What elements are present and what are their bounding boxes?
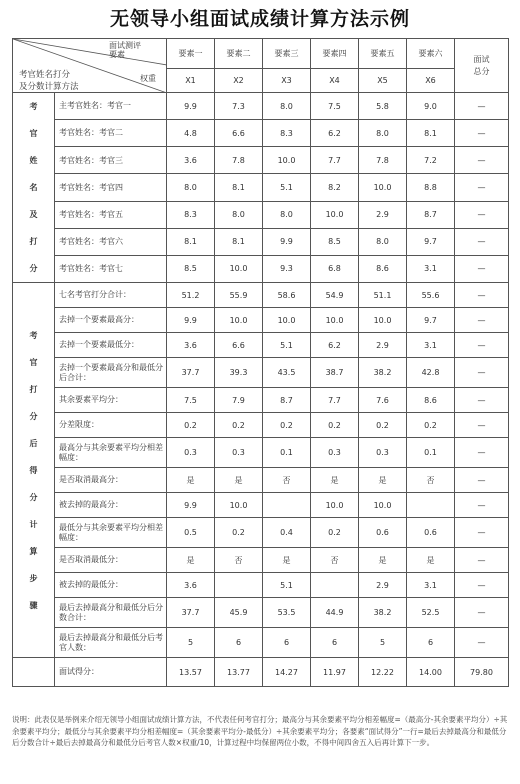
score-cell: 8.7: [407, 201, 455, 228]
score-cell: 6.2: [311, 333, 359, 358]
score-cell: 0.2: [407, 413, 455, 438]
vertical-header-char: 官: [29, 356, 38, 367]
factor-header: 要素四: [311, 39, 359, 69]
row-label: 考官姓名：考官六: [55, 228, 167, 255]
final-score-cell: 14.27: [263, 658, 311, 687]
score-cell: 8.6: [407, 388, 455, 413]
corner-method-label: 考官姓名打分 及分数计算方法: [19, 70, 79, 92]
vertical-header-char: 分: [29, 263, 38, 273]
table-row: [13, 228, 509, 255]
score-cell: 0.3: [311, 438, 359, 468]
total-cell: —: [455, 120, 509, 147]
factor-header: 要素一: [167, 39, 215, 69]
score-cell: 8.3: [263, 120, 311, 147]
score-cell: 8.0: [263, 201, 311, 228]
table-row: [13, 255, 509, 282]
vertical-header-char: 得: [29, 464, 38, 475]
total-cell: —: [455, 147, 509, 174]
table-row: [13, 598, 509, 628]
table-row: [13, 93, 509, 120]
score-cell: 38.2: [359, 598, 407, 628]
row-label: 考官姓名：考官四: [55, 174, 167, 201]
table-row: [13, 333, 509, 358]
score-cell: 8.5: [167, 255, 215, 282]
total-cell: —: [455, 201, 509, 228]
score-cell: 5.1: [263, 573, 311, 598]
score-cell: 0.5: [167, 518, 215, 548]
factor-header: 要素五: [359, 39, 407, 69]
total-cell: —: [455, 255, 509, 282]
score-cell: 3.1: [407, 573, 455, 598]
score-cell: 10.0: [263, 308, 311, 333]
total-cell: —: [455, 283, 509, 308]
score-cell: 37.7: [167, 598, 215, 628]
table-row: [13, 120, 509, 147]
table-row: [13, 518, 509, 548]
score-cell: 37.7: [167, 358, 215, 388]
final-score-cell: 13.77: [215, 658, 263, 687]
total-score-header: 面试 总分: [455, 39, 509, 93]
score-cell: 8.1: [215, 228, 263, 255]
score-cell: 8.6: [359, 255, 407, 282]
score-cell: 2.9: [359, 573, 407, 598]
score-cell: 0.4: [263, 518, 311, 548]
score-cell: 6.2: [311, 120, 359, 147]
table-row: [13, 283, 509, 308]
score-cell: 8.3: [167, 201, 215, 228]
row-label: 去掉一个要素最低分：: [55, 333, 167, 358]
vertical-header-char: 名: [29, 182, 38, 192]
score-cell: 58.6: [263, 283, 311, 308]
score-cell: 9.9: [167, 493, 215, 518]
score-cell: 38.7: [311, 358, 359, 388]
factor-header: 要素二: [215, 39, 263, 69]
score-cell: 5: [359, 628, 407, 658]
score-cell: 0.2: [167, 413, 215, 438]
score-cell: 54.9: [311, 283, 359, 308]
table-row: [13, 388, 509, 413]
score-cell: 10.0: [263, 147, 311, 174]
total-cell: —: [455, 468, 509, 493]
score-cell: 7.7: [311, 388, 359, 413]
score-cell: 3.1: [407, 333, 455, 358]
score-cell: 8.0: [263, 93, 311, 120]
total-cell: —: [455, 228, 509, 255]
score-cell: 0.2: [263, 413, 311, 438]
vertical-header-char: 计: [29, 518, 38, 529]
score-cell: 7.8: [215, 147, 263, 174]
score-cell: 8.5: [311, 228, 359, 255]
weight-header: X1: [167, 69, 215, 93]
table-row: [13, 201, 509, 228]
score-cell: 8.0: [167, 174, 215, 201]
total-cell: —: [455, 518, 509, 548]
table-row: [13, 628, 509, 658]
score-cell: 0.3: [359, 438, 407, 468]
score-table: [12, 38, 509, 687]
score-cell: 10.0: [215, 308, 263, 333]
final-score-cell: 14.00: [407, 658, 455, 687]
score-cell: 是: [359, 468, 407, 493]
score-cell: 8.1: [215, 174, 263, 201]
weight-header: X4: [311, 69, 359, 93]
table-row: [13, 548, 509, 573]
header-row-factors: [13, 39, 509, 69]
row-label: 主考官姓名：考官一: [55, 93, 167, 120]
table-row: [13, 493, 509, 518]
score-cell: 55.9: [215, 283, 263, 308]
score-cell: 是: [263, 548, 311, 573]
vertical-header-char: 分: [29, 491, 38, 502]
total-cell: —: [455, 628, 509, 658]
row-label: 去掉一个要素最高分：: [55, 308, 167, 333]
score-cell: 10.0: [311, 201, 359, 228]
row-label: 考官姓名：考官七: [55, 255, 167, 282]
vertical-header-char: 考: [29, 329, 38, 340]
final-row-label: 面试得分：: [55, 658, 167, 687]
score-cell: 10.0: [215, 255, 263, 282]
table-row: [13, 468, 509, 493]
score-cell: 3.1: [407, 255, 455, 282]
row-label: 考官姓名：考官五: [55, 201, 167, 228]
row-label: 考官姓名：考官三: [55, 147, 167, 174]
score-cell: 2.9: [359, 201, 407, 228]
score-cell: 8.0: [359, 120, 407, 147]
score-cell: 0.3: [167, 438, 215, 468]
total-cell: —: [455, 598, 509, 628]
score-cell: 42.8: [407, 358, 455, 388]
weight-header: X5: [359, 69, 407, 93]
score-cell: 10.0: [359, 174, 407, 201]
score-cell: 39.3: [215, 358, 263, 388]
score-cell: 5.1: [263, 333, 311, 358]
score-cell: 0.2: [311, 413, 359, 438]
row-label: 最后去掉最高分和最低分后分数合计：: [55, 598, 167, 628]
score-cell: 9.7: [407, 228, 455, 255]
score-cell: 是: [215, 468, 263, 493]
row-label: 最后去掉最高分和最低分后考官人数：: [55, 628, 167, 658]
total-cell: —: [455, 308, 509, 333]
score-cell: 3.6: [167, 333, 215, 358]
factor-header: 要素三: [263, 39, 311, 69]
score-cell: 8.1: [167, 228, 215, 255]
score-cell: 否: [311, 548, 359, 573]
table-row: [13, 438, 509, 468]
row-label: 是否取消最高分：: [55, 468, 167, 493]
score-cell: 52.5: [407, 598, 455, 628]
table-row: [13, 358, 509, 388]
score-cell: 8.2: [311, 174, 359, 201]
table-row: [13, 174, 509, 201]
row-label: 被去掉的最低分：: [55, 573, 167, 598]
score-cell: 5.8: [359, 93, 407, 120]
score-cell: 5.1: [263, 174, 311, 201]
table-row: [13, 147, 509, 174]
score-cell: 8.7: [263, 388, 311, 413]
vertical-header-char: 打: [29, 236, 38, 246]
vertical-header-char: 步: [29, 572, 38, 583]
score-cell: 10.0: [359, 493, 407, 518]
score-cell: 9.9: [167, 93, 215, 120]
vertical-header-char: 骤: [29, 599, 38, 610]
score-cell: 43.5: [263, 358, 311, 388]
score-cell: 0.6: [359, 518, 407, 548]
score-cell: [215, 573, 263, 598]
score-cell: 3.6: [167, 573, 215, 598]
score-cell: 6: [311, 628, 359, 658]
score-cell: 10.0: [215, 493, 263, 518]
total-cell: —: [455, 413, 509, 438]
score-cell: 否: [215, 548, 263, 573]
row-label: 其余要素平均分：: [55, 388, 167, 413]
score-cell: 7.5: [167, 388, 215, 413]
vertical-header-char: 官: [29, 128, 38, 138]
score-cell: 38.2: [359, 358, 407, 388]
vertical-header-char: 及: [29, 209, 38, 219]
table-row: [13, 308, 509, 333]
total-cell: —: [455, 493, 509, 518]
score-cell: 6: [215, 628, 263, 658]
score-cell: 9.9: [167, 308, 215, 333]
score-cell: 7.7: [311, 147, 359, 174]
explanation-note: 说明：此表仅是举例来介绍无领导小组面试成绩计算方法，不代表任何考官打分；最高分与其余要素平均分相差幅度=（最高分-其余要素平均分）÷其余要素平均分；最低分与其余要素平均分相差幅度=（其余要素平均分-最低分）÷其余要素平均分；各要素“面试得分”一行=最后去掉最高分和最低分后分数合计÷最后去掉最高分和最低分后考官人数×权重/10，计算过程中均保留两位小数，不得中间四舍五入后再计算下一步。: [12, 715, 508, 747]
score-cell: 否: [263, 468, 311, 493]
total-cell: —: [455, 388, 509, 413]
row-label: 是否取消最低分：: [55, 548, 167, 573]
total-cell: —: [455, 333, 509, 358]
score-cell: 是: [407, 548, 455, 573]
score-cell: 是: [167, 468, 215, 493]
score-cell: 6: [407, 628, 455, 658]
score-cell: [407, 493, 455, 518]
total-cell: —: [455, 573, 509, 598]
score-cell: 6: [263, 628, 311, 658]
score-cell: 51.1: [359, 283, 407, 308]
weight-header: X6: [407, 69, 455, 93]
score-cell: 0.2: [215, 518, 263, 548]
score-cell: 0.2: [215, 413, 263, 438]
score-cell: 7.2: [407, 147, 455, 174]
score-cell: 55.6: [407, 283, 455, 308]
score-cell: 10.0: [311, 493, 359, 518]
final-total-cell: 79.80: [455, 658, 509, 687]
score-cell: 0.1: [263, 438, 311, 468]
vertical-header-char: 考: [29, 101, 38, 111]
score-cell: [263, 493, 311, 518]
score-cell: 0.2: [311, 518, 359, 548]
score-cell: 9.3: [263, 255, 311, 282]
vertical-header-char: 分: [29, 410, 38, 421]
score-cell: 9.0: [407, 93, 455, 120]
page-title: 无领导小组面试成绩计算方法示例: [109, 8, 410, 30]
score-cell: 45.9: [215, 598, 263, 628]
weight-header: X3: [263, 69, 311, 93]
score-cell: 9.9: [263, 228, 311, 255]
row-label: 被去掉的最高分：: [55, 493, 167, 518]
factor-header: 要素六: [407, 39, 455, 69]
row-label: 考官姓名：考官二: [55, 120, 167, 147]
final-score-cell: 11.97: [311, 658, 359, 687]
score-cell: 否: [407, 468, 455, 493]
table-row: [13, 413, 509, 438]
header-corner-cell: [13, 39, 167, 93]
row-label: 分差限度：: [55, 413, 167, 438]
score-cell: 53.5: [263, 598, 311, 628]
score-cell: 是: [311, 468, 359, 493]
score-cell: 0.2: [359, 413, 407, 438]
score-cell: 是: [359, 548, 407, 573]
final-score-cell: 12.22: [359, 658, 407, 687]
score-cell: 是: [167, 548, 215, 573]
total-cell: —: [455, 358, 509, 388]
final-row-blank: [13, 658, 55, 687]
score-cell: 6.6: [215, 120, 263, 147]
weight-header: X2: [215, 69, 263, 93]
score-cell: 4.8: [167, 120, 215, 147]
row-label: 去掉一个要素最高分和最低分后合计：: [55, 358, 167, 388]
vertical-header-char: 姓: [29, 155, 38, 165]
score-cell: 8.8: [407, 174, 455, 201]
score-cell: 9.7: [407, 308, 455, 333]
corner-weight-label: 权重: [140, 74, 156, 83]
section2-vertical-header: [13, 283, 55, 658]
score-cell: 10.0: [359, 308, 407, 333]
score-cell: 6.6: [215, 333, 263, 358]
row-label: 七名考官打分合计：: [55, 283, 167, 308]
score-cell: 7.3: [215, 93, 263, 120]
score-cell: 0.3: [215, 438, 263, 468]
score-cell: 2.9: [359, 333, 407, 358]
vertical-header-char: 打: [29, 383, 38, 394]
corner-factor-label: 面试测评 要素: [109, 41, 141, 59]
vertical-header-char: 算: [29, 545, 38, 556]
score-cell: 0.1: [407, 438, 455, 468]
vertical-header-char: 后: [29, 437, 38, 448]
score-cell: 10.0: [311, 308, 359, 333]
score-cell: 5: [167, 628, 215, 658]
total-cell: —: [455, 548, 509, 573]
score-cell: 7.9: [215, 388, 263, 413]
score-cell: 7.8: [359, 147, 407, 174]
final-score-cell: 13.57: [167, 658, 215, 687]
score-cell: 8.0: [215, 201, 263, 228]
row-label: 最高分与其余要素平均分相差幅度：: [55, 438, 167, 468]
score-cell: 7.5: [311, 93, 359, 120]
score-cell: 44.9: [311, 598, 359, 628]
section1-vertical-header: [13, 93, 55, 283]
total-cell: —: [455, 174, 509, 201]
total-cell: —: [455, 438, 509, 468]
total-cell: —: [455, 93, 509, 120]
row-label: 最低分与其余要素平均分相差幅度：: [55, 518, 167, 548]
score-cell: 51.2: [167, 283, 215, 308]
score-cell: 8.0: [359, 228, 407, 255]
score-cell: 3.6: [167, 147, 215, 174]
table-row: [13, 573, 509, 598]
score-cell: [311, 573, 359, 598]
score-cell: 8.1: [407, 120, 455, 147]
score-cell: 0.6: [407, 518, 455, 548]
score-cell: 7.6: [359, 388, 407, 413]
final-score-row: [13, 658, 509, 687]
score-cell: 6.8: [311, 255, 359, 282]
